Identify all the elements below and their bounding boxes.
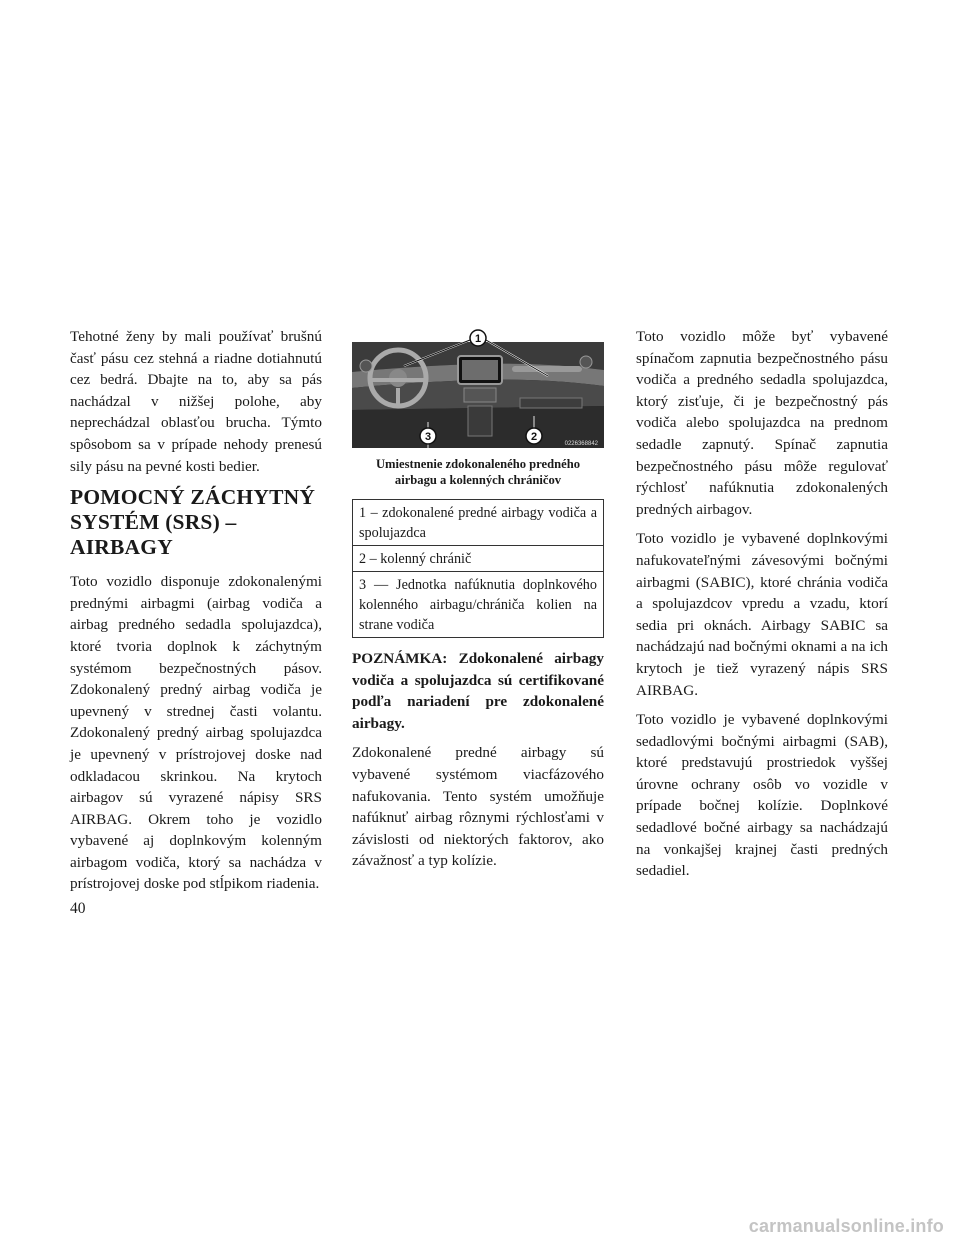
figure-caption — [352, 456, 604, 488]
airbag-intro-paragraph: Toto vozidlo disponuje zdokonalenými prednými airbagmi (airbag vodiča a airbag predného sedadla spolujazdca), ktoré tvoria doplnok k záchytným systémom bezpečnostných pásov. Zdokonalený predný airbag vodiča je upevnený v strednej časti volantu. Zdokonalený predný airbag spolujazdca je upevnený v prístrojovej doske nad odkladacou skrinkou. Na krytoch airbagov sú vyrazené nápisy SRS AIRBAG. Okrem toho je vozidlo vybavené aj doplnkovým kolenným airbagom vodiča, ktorý sa nachádza v prístrojovej doske pod stĺpikom riadenia. — [70, 573, 322, 893]
legend-row-3: 3 — Jednotka nafúknutia doplnkového kolenného airbagu/chrániča kolien na strane vodiča — [353, 571, 603, 637]
sab-paragraph: Toto vozidlo je vybavené doplnkovými sedadlovými bočnými airbagmi (SAB), ktoré predstavujú prostriedok vyššej úrovne ochrany osôb vo vozidle v prípade bočnej kolízie. Doplnkové sedadlové bočné airbagy sa nachádzajú na vonkajšej krajnej časti predných sedadiel. — [636, 711, 888, 880]
callout-3-label: 3 — [424, 431, 432, 443]
callout-1-label: 1 — [474, 333, 482, 345]
callout-2-label: 2 — [530, 431, 538, 443]
sabic-paragraph: Toto vozidlo je vybavené doplnkovými nafukovateľnými závesovými bočnými airbagmi (SABIC), ktoré chránia vodiča a spolujazdcov vpredu a vzadu, ktorí sedia pri oknách. Airbagy SABIC sa nachádzajú nad bočnými oknami a na ich krytoch je tiež vyrazený nápis SRS AIRBAG. — [636, 530, 888, 699]
page-number: 40 — [70, 900, 86, 917]
caption-line-2: airbagu a kolenných chráničov — [394, 473, 562, 487]
right-column — [636, 326, 888, 890]
pregnant-women-paragraph: Tehotné ženy by mali používať brušnú časť pásu cez stehná a riadne dotiahnutú cez bedrá. Dbajte na to, aby sa pás nachádzal v nižšej polohe, aby neprechádzal oblasťou brucha. Týmto spôsobom sa v prípade nehody prenesú sily pásu na pevné kosti bedier. — [70, 328, 322, 475]
heading-line-2: SYSTÉM (SRS) – AIRBAGY — [70, 510, 237, 560]
multistage-paragraph: Zdokonalené predné airbagy sú vybavené systémom viacfázového nafukovania. Tento systém umožňuje nafúknuť airbag rôznymi rýchlosťami v závislosti od niektorých faktorov, ako závažnosť a typ kolízie. — [352, 744, 604, 870]
dashboard-figure — [352, 326, 604, 448]
note-paragraph: POZNÁMKA: Zdokonalené airbagy vodiča a spolujazdca sú certifikované podľa nariadení pre zdokonalené airbagy. — [352, 650, 604, 732]
watermark-text[interactable]: carmanualsonline.info — [748, 1216, 944, 1236]
section-heading — [70, 485, 322, 560]
figure-legend-table — [352, 499, 604, 638]
caption-line-1: Umiestnenie zdokonaleného predného — [375, 457, 581, 471]
legend-row-1: 1 – zdokonalené predné airbagy vodiča a spolujazdca — [359, 505, 597, 541]
left-column — [70, 326, 322, 903]
figure-code: 0226368842 — [564, 441, 598, 447]
heading-line-1: POMOCNÝ ZÁCHYTNÝ — [70, 485, 316, 510]
seatbelt-switch-paragraph: Toto vozidlo môže byť vybavené spínačom zapnutia bezpečnostného pásu vodiča a predného sedadla spolujazdca, ktorý zisťuje, či je bezpečnostný pás vodiča alebo spolujazdca na prednom sedadle zapnutý. Spínač zapnutia bezpečnostného pásu môže regulovať rýchlosť nafúknutia zdokonalených predných airbagov. — [636, 328, 888, 518]
dashboard-illustration — [352, 326, 604, 448]
middle-column — [352, 326, 604, 880]
legend-row-2: 2 – kolenný chránič — [353, 545, 603, 571]
